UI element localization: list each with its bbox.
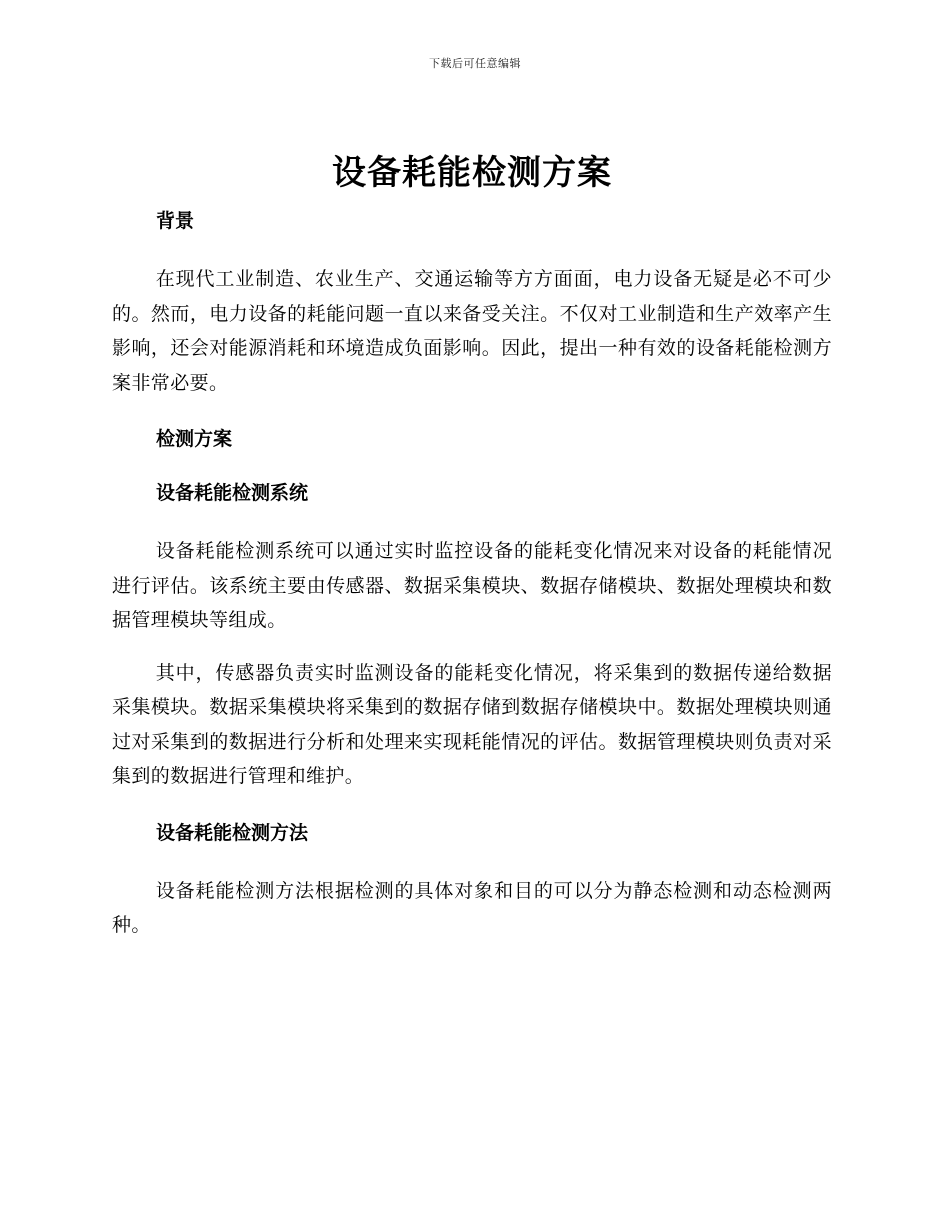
- system-paragraph-1: 设备耗能检测系统可以通过实时监控设备的能耗变化情况来对设备的耗能情况进行评估。该系统主要由传感器、数据采集模块、数据存储模块、数据处理模块和数据管理模块等组成。: [112, 540, 832, 631]
- system-paragraph-2: 其中，传感器负责实时监测设备的能耗变化情况，将采集到的数据传递给数据采集模块。数据采集模块将采集到的数据存储到数据存储模块中。数据处理模块则通过对采集到的数据进行分析和处理来实现耗能情况的评估。数据管理模块则负责对采集到的数据进行管理和维护。: [112, 661, 832, 787]
- method-paragraph: 设备耗能检测方法根据检测的具体对象和目的可以分为静态检测和动态检测两种。: [112, 879, 832, 936]
- section-heading-system: 设备耗能检测系统: [156, 482, 309, 504]
- section-heading-background: 背景: [156, 210, 195, 232]
- document-body: [112, 150, 832, 943]
- header-note: 下载后可任意编辑: [429, 57, 521, 70]
- section-heading-method: 设备耗能检测方法: [156, 821, 309, 844]
- document-title: 设备耗能检测方案: [332, 153, 612, 193]
- background-paragraph: 在现代工业制造、农业生产、交通运输等方方面面，电力设备无疑是必不可少的。然而，电力设备的耗能问题一直以来备受关注。不仅对工业制造和生产效率产生影响，还会对能源消耗和环境造成负面影响。因此，提出一种有效的设备耗能检测方案非常必要。: [112, 268, 832, 394]
- section-heading-plan: 检测方案: [156, 428, 233, 450]
